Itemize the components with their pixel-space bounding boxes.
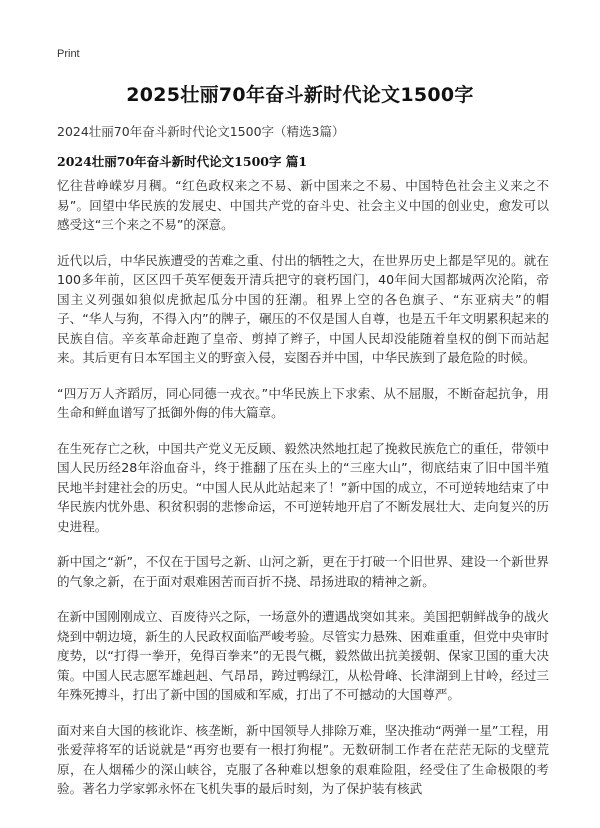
page-title: 2025壮丽70年奋斗新时代论文1500字 — [126, 84, 474, 106]
paragraph: 面对来自大国的核讹诈、核垄断，新中国领导人排除万难，坚决推动“两弹一星”工程，用张爱萍将军的话说就是“再穷也要有一根打狗棍”。无数研制工作者在茫茫无际的戈壁荒原，在人烟稀少的深山峡谷，克服了各种难以想象的艰难险阻，经受住了生命极限的考验。著名力学家郭永怀在飞机失事的最后时刻，为了保护装有核武 — [57, 722, 549, 796]
paragraph: 在新中国刚刚成立、百废待兴之际，一场意外的遭遇战突如其来。美国把朝鲜战争的战火烧到中朝边境，新生的人民政权面临严峻考验。尽管实力悬殊、困难重重，但党中央审时度势，以“打得一拳开，免得百拳来”的无畏气概，毅然做出抗美援朝、保家卫国的重大决策。中国人民志愿军雄赳赳、气昂昂，跨过鸭绿江，从松骨峰、长津湖到上甘岭，经过三年殊死搏斗，打出了新中国的国威和军威，打出了不可撼动的大国尊严。 — [57, 609, 549, 702]
print-label[interactable]: Print — [57, 48, 80, 60]
paragraph: 在生死存亡之秋，中国共产党义无反顾、毅然决然地扛起了挽救民族危亡的重任，带领中国人民历经28年浴血奋斗，终于推翻了压在头上的“三座大山”，彻底结束了旧中国半殖民地半封建社会的历史。“中国人民从此站起来了！”新中国的成立，不可逆转地结束了中华民族内忧外患、积贫积弱的悲惨命运，不可逆转地开启了不断发展壮大、走向复兴的历史进程。 — [57, 440, 549, 534]
paragraph: 近代以后，中华民族遭受的苦难之重、付出的牺牲之大，在世界历史上都是罕见的。就在100多年前，区区四千英军便轰开清兵把守的衰朽国门，40年间大国都城两次沦陷，帝国主义列强如狼似虎掀起瓜分中国的狂潮。租界上空的各色旗子、“东亚病夫”的帽子、“华人与狗，不得入内”的牌子，碾压的不仅是国人自尊，也是五千年文明累积起来的民族自信。辛亥革命赶跑了皇帝、剪掉了辫子，中国人民却没能随着皇权的倒下而站起来。其后更有日本军国主义的野蛮入侵，妄图吞并中国，中华民族到了最危险的时候。 — [57, 252, 549, 365]
section-heading: 2024壮丽70年奋斗新时代论文1500字 篇1 — [57, 154, 308, 169]
paragraph: 新中国之“新”，不仅在于国号之新、山河之新，更在于打破一个旧世界、建设一个新世界的气象之新，在于面对艰难困苦而百折不挠、昂扬进取的精神之新。 — [57, 554, 549, 589]
paragraph: 忆往昔峥嵘岁月稠。“红色政权来之不易、新中国来之不易、中国特色社会主义来之不易”。回望中华民族的发展史、中国共产党的奋斗史、社会主义中国的创业史，愈发可以感受这“三个来之不易”的深意。 — [57, 178, 549, 232]
paragraph: “四万万人齐蹈厉，同心同德一戎衣。”中华民族上下求索、从不屈服，不断奋起抗争，用生命和鲜血谱写了抵御外侮的伟大篇章。 — [57, 385, 549, 420]
document-subtitle: 2024壮丽70年奋斗新时代论文1500字（精选3篇） — [57, 124, 345, 139]
article-body — [57, 176, 549, 815]
